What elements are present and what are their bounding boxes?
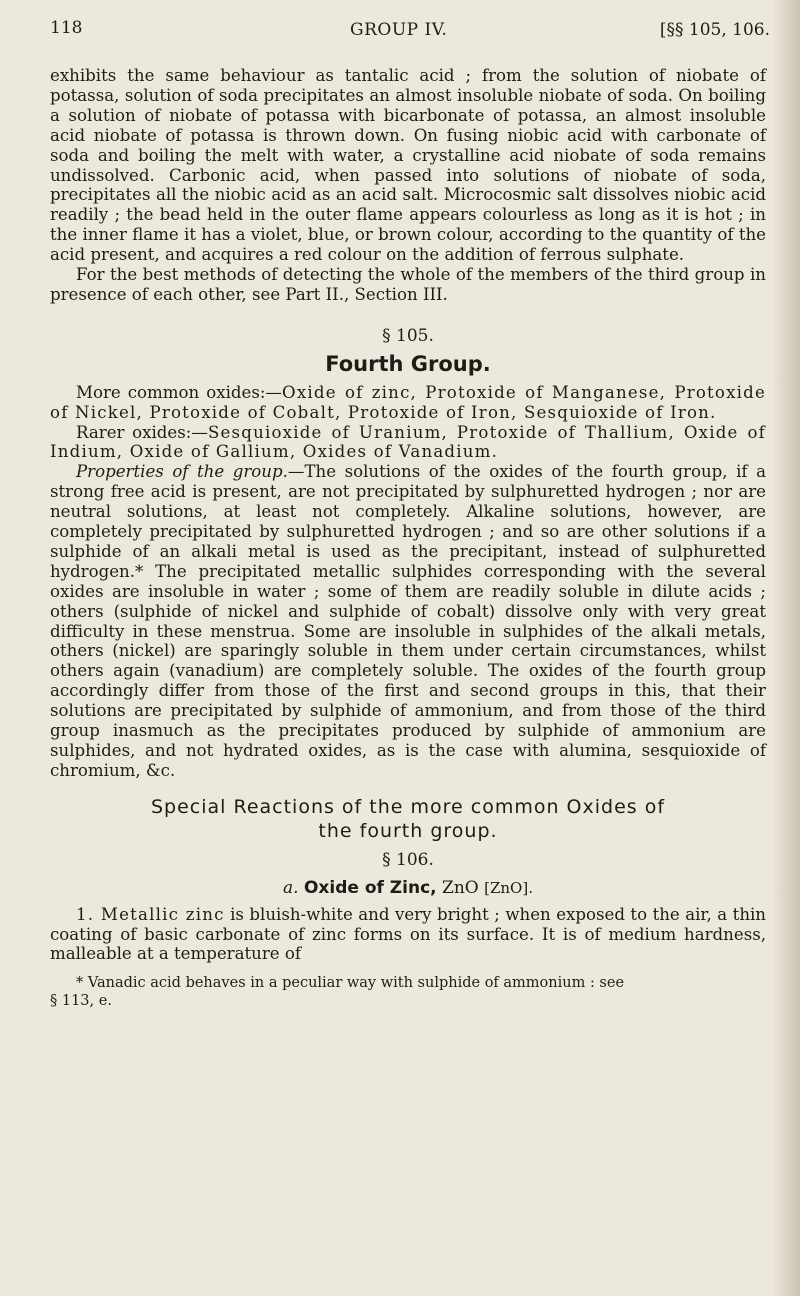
zinc-oxide-heading [50, 879, 766, 899]
running-header [50, 18, 770, 48]
special-heading-line-2: the fourth group. [318, 819, 498, 842]
common-oxides-lead: More common oxides:— [76, 382, 283, 402]
zinc-oxide-formula-bracket: [ZnO]. [484, 878, 533, 897]
special-heading-line-1: Special Reactions of the more common Oxides of [150, 795, 666, 818]
footnote-text: * Vanadic acid behaves in a peculiar way with sulphide of ammonium : see [76, 975, 625, 992]
properties-label: Properties of the group. [76, 462, 288, 482]
section-106-number: § 106. [382, 849, 434, 870]
section-105-title: Fourth Group. [325, 351, 491, 376]
metallic-zinc-paragraph [50, 905, 766, 965]
properties-paragraph [50, 462, 766, 781]
common-oxides-list: Oxide of zinc, Protoxide of Manganese, Protoxide of Nickel, Protoxide of Cobalt, Protoxide of Iron, Sesquioxide of Iron. [50, 382, 766, 422]
rarer-oxides-paragraph [50, 423, 766, 463]
footnote-ref: § 113, e. [50, 993, 112, 1010]
page-number: 118 [50, 18, 83, 38]
common-oxides-paragraph [50, 383, 766, 423]
page-body [50, 66, 766, 1010]
footnote [50, 974, 766, 1010]
running-title: GROUP IV. [350, 20, 448, 40]
rarer-oxides-list: Sesquioxide of Uranium, Protoxide of Thallium, Oxide of Indium, Oxide of Gallium, Oxides of Vanadium. [50, 422, 766, 462]
zinc-oxide-title: Oxide of Zinc, [303, 877, 437, 898]
page-edge-shadow [772, 0, 800, 1296]
zinc-oxide-formula: ZnO [442, 877, 479, 898]
section-range: [§§ 105, 106. [659, 20, 770, 40]
rarer-oxides-lead: Rarer oxides:— [76, 422, 208, 442]
properties-text: —The solutions of the oxides of the fourth group, if a strong free acid is present, are not precipitated by sulphuretted hydrogen ; nor are neutral solutions, at least not completely. Alkaline solutions, however, are completely precipitated by sulphuretted hydrogen ; and so are other solutions if a sulphide of an alkali metal is used as the precipitant, instead of sulphuretted hydrogen.* The precipitated metallic sulphides corresponding with the several oxides are insoluble in water ; some of them are readily soluble in dilute acids ; others (sulphide of nickel and sulphide of cobalt) dissolve only with very great difficulty in these menstrua. Some are insoluble in sulphides of the alkali metals, others (nickel) are sparingly soluble in them under certain circumstances, whilst others again (vanadium) are completely soluble. The oxides of the fourth group accordingly differ from those of the first and second groups in this, that their solutions are precipitated by sulphide of ammonium, and from those of the third group inasmuch as the precipitates produced by sulphide of ammonium are sulphides, and not hydrated oxides, as is the case with alumina, sesquioxide of chromium, &c. [50, 462, 766, 780]
metallic-zinc-label: 1. Metallic zinc [76, 904, 225, 924]
sub-letter: a. [283, 877, 299, 898]
intro-paragraph-2: For the best methods of detecting the whole of the members of the third group in presence of each other, see Part II., Section III. [50, 265, 766, 304]
special-reactions-heading [50, 795, 766, 843]
metallic-zinc-text: is bluish-white and very bright ; when exposed to the air, a thin coating of basic carbonate of zinc forms on its surface. It is of medium hardness, malleable at a temperature of [50, 904, 766, 964]
section-105-number: § 105. [382, 325, 434, 346]
intro-paragraph-1: exhibits the same behaviour as tantalic acid ; from the solution of niobate of potassa, solution of soda precipitates an almost insoluble niobate of soda. On boiling a solution of niobate of potassa with bicarbonate of potassa, an almost insoluble acid niobate of potassa is thrown down. On fusing niobic acid with carbonate of soda and boiling the melt with water, a crystalline acid niobate of soda remains undissolved. Carbonic acid, when passed into solutions of niobate of soda, precipitates all the niobic acid as an acid salt. Microcosmic salt dissolves niobic acid readily ; the bead held in the outer flame appears colourless as long as it is hot ; in the inner flame it has a violet, blue, or brown colour, according to the quantity of the acid present, and acquires a red colour on the addition of ferrous sulphate. [50, 66, 766, 265]
